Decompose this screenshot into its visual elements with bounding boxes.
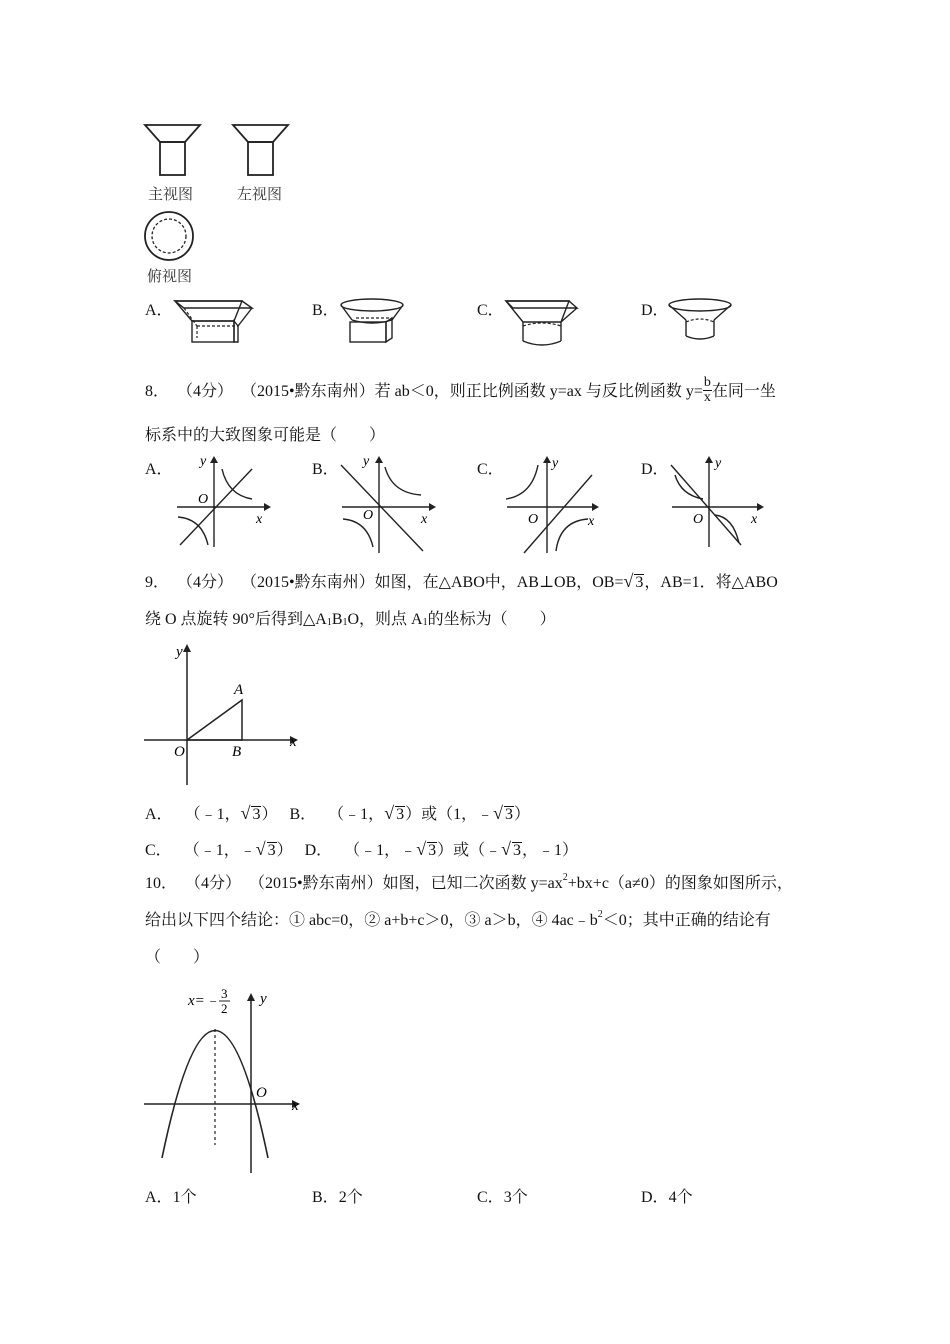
q8-option-d-label[interactable]: D． bbox=[641, 461, 669, 478]
q10-line2-b: ＜0；其中正确的结论有 bbox=[602, 912, 771, 929]
q9-option-d-or: ）或（﹣ bbox=[437, 842, 502, 859]
q10-option-a-label: A． bbox=[145, 1189, 173, 1206]
q7-option-a-figure[interactable] bbox=[172, 296, 257, 348]
front-view-trapezoid bbox=[145, 125, 200, 142]
q10-option-b-value: 2个 bbox=[338, 1189, 363, 1206]
q9-options-row2 bbox=[145, 840, 578, 860]
q9-b-label: B bbox=[232, 744, 242, 760]
q9-option-c-label[interactable]: C． bbox=[145, 842, 172, 859]
q9-tri1: △ABO bbox=[438, 574, 485, 591]
q7-option-b-figure[interactable] bbox=[338, 296, 408, 348]
q9-stem-b: 中，AB⊥OB，OB= bbox=[484, 574, 624, 591]
q9-option-b-label[interactable]: B． bbox=[289, 806, 317, 823]
q9-c-sqrt-value: 3 bbox=[267, 842, 276, 859]
q9-a-label: A bbox=[234, 682, 244, 698]
q10-option-a[interactable] bbox=[145, 1190, 197, 1206]
q10-frac-den: 2 bbox=[221, 1001, 228, 1016]
q10-number: 10． bbox=[145, 875, 178, 892]
q10-x-label: x bbox=[292, 1098, 299, 1114]
q8-frac-den: x bbox=[703, 390, 711, 405]
q9-c-sqrt-sign: √ bbox=[255, 839, 266, 859]
q10-sup: 2 bbox=[562, 872, 568, 883]
front-view-rect bbox=[160, 142, 185, 175]
q9-stem-c: ，AB=1．将 bbox=[644, 574, 732, 591]
q8-option-b-label[interactable]: B． bbox=[312, 461, 339, 478]
q8-stem-a: 若 ab＜0，则正比例函数 y=ax 与反比例函数 y= bbox=[374, 383, 703, 401]
q8-fraction bbox=[703, 376, 712, 405]
q9-option-a-label[interactable]: A． bbox=[145, 806, 173, 823]
q10-score: （4分） bbox=[185, 875, 242, 892]
q9-option-b[interactable]: （﹣1， bbox=[328, 806, 385, 823]
q9-line2-d: 的坐标为（ ） bbox=[427, 611, 556, 628]
front-view-label: 主视图 bbox=[148, 185, 194, 203]
q8-stem-line2: 标系中的大致图象可能是（ ） bbox=[145, 427, 386, 444]
q9-b-sqrt-sign-2: √ bbox=[493, 803, 503, 823]
q8c-origin-label: O bbox=[528, 512, 539, 527]
q9-stem-line1 bbox=[145, 572, 778, 592]
q8a-origin-label: O bbox=[198, 492, 209, 507]
q8c-x-label: x bbox=[588, 514, 595, 529]
q7-left-view-figure bbox=[228, 120, 298, 180]
q9-option-c[interactable]: （﹣1，﹣ bbox=[183, 842, 256, 859]
q9-b-close: ） bbox=[513, 806, 530, 823]
q10-option-d-label: D． bbox=[641, 1189, 669, 1206]
q10-parabola-figure bbox=[140, 985, 310, 1175]
q9-d-sqrt-sign-1: √ bbox=[416, 839, 427, 859]
q10-stem-line3: （ ） bbox=[145, 949, 210, 966]
q10-stem-a: 如图，已知二次函数 y=ax bbox=[382, 875, 563, 892]
q9-option-d-label[interactable]: D． bbox=[304, 842, 333, 859]
q8-option-a-graph[interactable] bbox=[172, 455, 272, 550]
q9-d-sqrt-value-1: 3 bbox=[428, 842, 437, 859]
q10-option-a-value: 1个 bbox=[172, 1189, 197, 1206]
q9-sqrt-value: 3 bbox=[635, 574, 644, 591]
left-view-rect bbox=[248, 142, 273, 175]
q8b-y-label: y bbox=[363, 454, 370, 469]
q8a-y-label: y bbox=[200, 454, 207, 469]
q9-score: （4分） bbox=[177, 574, 234, 591]
q10-stem-line2 bbox=[145, 909, 771, 929]
q10-source: （2015•黔东南州） bbox=[249, 875, 383, 892]
q9-b-sqrt-value-1: 3 bbox=[396, 806, 405, 823]
q9-line2-c: O，则点 A bbox=[347, 611, 423, 628]
q7-option-b-label[interactable]: B． bbox=[312, 302, 339, 319]
q10-o-label: O bbox=[256, 1085, 267, 1101]
q9-source: （2015•黔东南州） bbox=[241, 574, 375, 591]
q9-b-sqrt-sign-1: √ bbox=[384, 803, 395, 823]
q8-source: （2015•黔东南州） bbox=[241, 383, 375, 401]
q9-sub2: 1 bbox=[342, 617, 348, 628]
q9-d-sqrt-value-2: 3 bbox=[512, 842, 521, 859]
q10-stem-b: +bx+c（a≠0）的图象如图所示， bbox=[567, 875, 793, 892]
q10-line2-sup: 2 bbox=[597, 909, 603, 920]
q7-option-d-label[interactable]: D． bbox=[641, 302, 669, 319]
q9-number: 9． bbox=[145, 574, 170, 591]
q10-y-label: y bbox=[260, 991, 267, 1007]
q10-option-b-label: B． bbox=[312, 1189, 339, 1206]
q9-line2-a: 绕 O 点旋转 90°后得到 bbox=[145, 611, 303, 628]
q8-option-c-label[interactable]: C． bbox=[477, 461, 504, 478]
q10-option-c[interactable] bbox=[477, 1190, 528, 1206]
q10-option-d-value: 4个 bbox=[668, 1189, 693, 1206]
q7-option-c-label[interactable]: C． bbox=[477, 302, 504, 319]
q10-option-c-value: 3个 bbox=[503, 1189, 528, 1206]
q9-options-row1 bbox=[145, 804, 530, 824]
q8-number: 8． bbox=[145, 383, 170, 401]
q10-frac-num: 3 bbox=[221, 986, 228, 1001]
q9-option-a[interactable]: （﹣1， bbox=[184, 806, 241, 823]
q9-option-b-or: ）或（1，﹣ bbox=[405, 806, 494, 823]
q8c-y-label: y bbox=[552, 456, 559, 471]
q8a-x-label: x bbox=[256, 512, 263, 527]
q8b-x-label: x bbox=[421, 512, 428, 527]
q9-line2-b: B bbox=[331, 611, 343, 628]
q9-a-sqrt-value: 3 bbox=[252, 806, 261, 823]
q9-option-d-end: ，﹣1） bbox=[521, 842, 578, 859]
q8-option-d-graph[interactable] bbox=[667, 455, 767, 550]
q9-stem-line2 bbox=[145, 612, 556, 628]
q9-x-label: x bbox=[290, 734, 297, 750]
q10-option-d[interactable] bbox=[641, 1190, 693, 1206]
q8d-y-label: y bbox=[715, 456, 722, 471]
triangle-abo bbox=[187, 700, 242, 740]
q8-frac-num: b bbox=[703, 375, 711, 390]
q9-a-close: ） bbox=[261, 806, 278, 823]
q10-line2-a: 给出以下四个结论：① abc=0，② a+b+c＞0，③ a＞b，④ 4ac﹣b bbox=[145, 912, 598, 929]
q10-option-c-label: C． bbox=[477, 1189, 504, 1206]
q7-option-d-figure[interactable] bbox=[666, 296, 736, 346]
q10-xeq-label: x=﹣ bbox=[188, 993, 220, 1009]
q9-a-sqrt-sign: √ bbox=[240, 803, 251, 823]
q7-top-view-figure bbox=[143, 210, 199, 266]
q9-sub1: 1 bbox=[326, 617, 332, 628]
q8-option-c-graph[interactable] bbox=[502, 455, 602, 555]
q9-d-sqrt-sign-2: √ bbox=[501, 839, 511, 859]
q7-option-a-label[interactable]: A． bbox=[145, 302, 173, 319]
q7-front-view-figure bbox=[140, 120, 210, 180]
q9-sub3: 1 bbox=[422, 617, 428, 628]
q9-tri2: △ABO bbox=[731, 574, 778, 591]
left-view-trapezoid bbox=[233, 125, 288, 142]
q8-option-b-graph[interactable] bbox=[337, 455, 437, 555]
q9-sqrt-sign: √ bbox=[623, 571, 634, 591]
q9-y-label: y bbox=[176, 644, 183, 660]
q9-o-label: O bbox=[174, 744, 185, 760]
q9-option-d[interactable]: （﹣1，﹣ bbox=[344, 842, 417, 859]
q8-score: （4分） bbox=[177, 383, 234, 401]
q8-option-a-label[interactable]: A． bbox=[145, 461, 173, 478]
q10-stem-line1 bbox=[145, 872, 793, 892]
q8-stem-line1 bbox=[145, 375, 776, 407]
left-view-label: 左视图 bbox=[237, 185, 283, 203]
q8d-origin-label: O bbox=[693, 512, 704, 527]
q9-c-close: ） bbox=[276, 842, 293, 859]
q8-stem-b: 在同一坐 bbox=[711, 383, 776, 401]
top-view-label: 俯视图 bbox=[147, 267, 193, 285]
q10-option-b[interactable] bbox=[312, 1190, 363, 1206]
q9-tri3: △A bbox=[302, 611, 327, 628]
q8d-x-label: x bbox=[751, 512, 758, 527]
top-view-inner-circle bbox=[152, 219, 186, 253]
q8b-origin-label: O bbox=[363, 508, 374, 523]
q9-b-sqrt-value-2: 3 bbox=[504, 806, 513, 823]
q7-option-c-figure[interactable] bbox=[503, 296, 583, 352]
q9-triangle-figure bbox=[140, 640, 310, 790]
q9-stem-a: 如图，在 bbox=[374, 574, 439, 591]
